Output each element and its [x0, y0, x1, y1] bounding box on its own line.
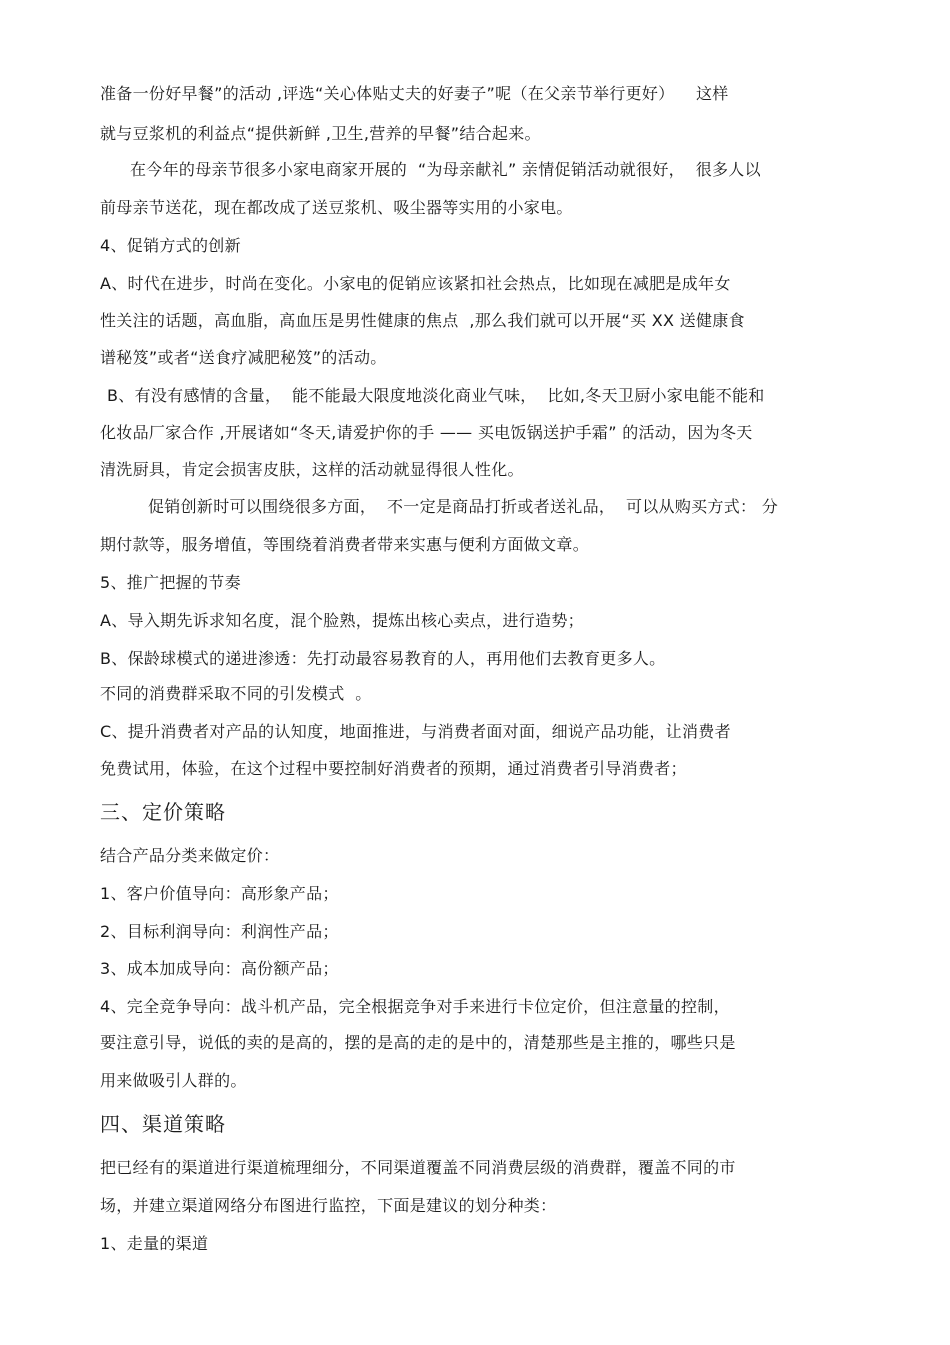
- text-line: 用来做吸引人群的。: [100, 1071, 247, 1090]
- section-heading: 4、促销方式的创新: [100, 236, 241, 255]
- text-line: B、有没有感情的含量， 能不能最大限度地淡化商业气味， 比如,冬天卫厨小家电能不能和: [107, 386, 765, 405]
- text-line: 在今年的母亲节很多小家电商家开展的 “为母亲献礼” 亲情促销活动就很好， 很多人以: [130, 160, 761, 179]
- text-line: 不同的消费群采取不同的引发模式 。: [100, 684, 372, 703]
- text-line: 期付款等，服务增值，等围绕着消费者带来实惠与便利方面做文章。: [100, 535, 590, 554]
- list-item: 2、目标利润导向：利润性产品；: [100, 922, 339, 941]
- text-line: 结合产品分类来做定价：: [100, 846, 280, 865]
- text-line: 化妆品厂家合作 ,开展诸如“冬天,请爱护你的手 —— 买电饭锅送护手霜” 的活动，因为冬天: [100, 423, 753, 442]
- list-item: 1、客户价值导向：高形象产品；: [100, 884, 339, 903]
- text-line: 场，并建立渠道网络分布图进行监控，下面是建议的划分种类：: [100, 1196, 557, 1215]
- chapter-heading: 四、渠道策略: [100, 1112, 226, 1136]
- text-line: 要注意引导，说低的卖的是高的，摆的是高的走的是中的，清楚那些是主推的，哪些只是: [100, 1033, 736, 1052]
- list-item: 1、走量的渠道: [100, 1234, 209, 1253]
- list-item: 4、完全竞争导向：战斗机产品，完全根据竞争对手来进行卡位定价，但注意量的控制，: [100, 997, 730, 1016]
- text-line: 就与豆浆机的利益点“提供新鲜 ,卫生,营养的早餐”结合起来。: [100, 124, 541, 143]
- text-line: 免费试用，体验，在这个过程中要控制好消费者的预期，通过消费者引导消费者；: [100, 759, 687, 778]
- section-heading: 5、推广把握的节奏: [100, 573, 241, 592]
- text-line: 性关注的话题，高血脂，高血压是男性健康的焦点 ,那么我们就可以开展“买 XX 送健康食: [100, 311, 745, 330]
- text-line: 准备一份好早餐”的活动 ,评选“关心体贴丈夫的好妻子”呢（在父亲节举行更好） 这样: [100, 84, 729, 103]
- text-line: 谱秘笈”或者“送食疗减肥秘笈”的活动。: [100, 348, 387, 367]
- text-line: 清洗厨具，肯定会损害皮肤，这样的活动就显得很人性化。: [100, 460, 524, 479]
- text-line: 把已经有的渠道进行渠道梳理细分，不同渠道覆盖不同消费层级的消费群，覆盖不同的市: [100, 1158, 736, 1177]
- text-line: A、导入期先诉求知名度，混个脸熟，提炼出核心卖点，进行造势；: [100, 611, 584, 630]
- chapter-heading: 三、定价策略: [100, 800, 226, 824]
- text-line: 前母亲节送花，现在都改成了送豆浆机、吸尘器等实用的小家电。: [100, 198, 573, 217]
- text-line: B、保龄球模式的递进渗透：先打动最容易教育的人，再用他们去教育更多人。: [100, 649, 666, 668]
- text-line: A、时代在进步，时尚在变化。小家电的促销应该紧扣社会热点，比如现在减肥是成年女: [100, 274, 731, 293]
- list-item: 3、成本加成导向：高份额产品；: [100, 959, 339, 978]
- text-line: C、提升消费者对产品的认知度，地面推进，与消费者面对面，细说产品功能，让消费者: [100, 722, 731, 741]
- text-line: 促销创新时可以围绕很多方面， 不一定是商品打折或者送礼品， 可以从购买方式： 分: [148, 497, 779, 516]
